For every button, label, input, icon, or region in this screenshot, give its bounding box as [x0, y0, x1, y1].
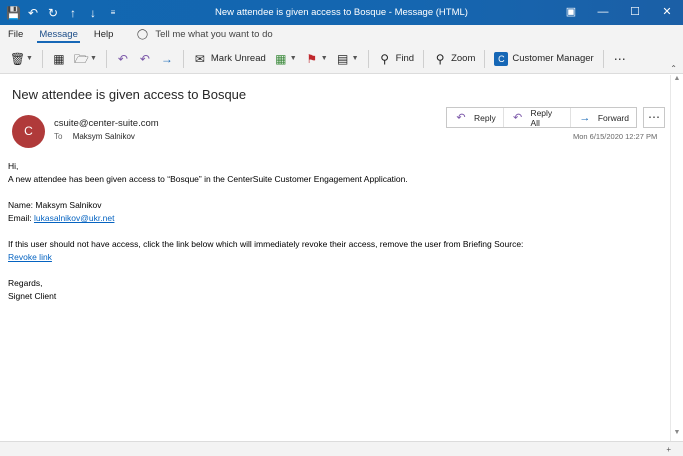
divider [183, 50, 184, 68]
zoom-in-icon[interactable]: + [666, 445, 671, 454]
move-button[interactable] [70, 48, 101, 70]
previous-item-icon[interactable]: ↑ [70, 5, 76, 20]
divider [484, 50, 485, 68]
window-title: New attendee is given access to Bosque - Message (HTML) [215, 7, 468, 18]
flag-icon: ⚑ [306, 51, 318, 66]
customer-manager-icon: C [494, 52, 508, 66]
recipient-name[interactable]: Maksym Salnikov [72, 132, 135, 141]
attendee-name: Name: Maksym Salnikov [8, 200, 102, 210]
follow-up-button[interactable] [301, 48, 332, 70]
revoke-link[interactable]: Revoke link [8, 252, 52, 262]
divider [106, 50, 107, 68]
archive-button[interactable] [48, 48, 70, 70]
chevron-down-icon: ▼ [320, 55, 328, 62]
next-item-icon[interactable]: ↓ [90, 5, 96, 20]
message-date: Mon 6/15/2020 12:27 PM [573, 132, 658, 141]
forward-ribbon-button[interactable] [156, 48, 178, 70]
categorize-icon: ▦ [275, 51, 287, 66]
tab-message[interactable]: Message [31, 25, 86, 44]
collapse-ribbon-icon[interactable]: ⌃ [670, 64, 677, 73]
reply-icon: ↶ [456, 111, 466, 124]
divider [368, 50, 369, 68]
message-subject: New attendee is given access to Bosque [12, 87, 247, 102]
customer-manager-label: Customer Manager [512, 53, 594, 64]
email-label: Email: [8, 213, 34, 223]
message-actions [446, 107, 637, 128]
zoom-label: Zoom [451, 53, 476, 64]
instruction-text: If this user should not have access, click the link below which will immediately revoke their access, remove the user from Briefing Source: [8, 239, 524, 249]
scroll-up-icon[interactable]: ▲ [673, 75, 681, 82]
sender-address[interactable]: csuite@center-suite.com [54, 118, 159, 129]
message-body [8, 160, 648, 303]
more-commands-button[interactable] [609, 48, 631, 70]
find-button[interactable] [374, 48, 418, 70]
rules-icon: ▤ [337, 51, 349, 66]
to-label: To [54, 132, 63, 141]
undo-icon[interactable]: ↶ [27, 5, 39, 20]
reply-icon: ↶ [117, 51, 128, 66]
redo-icon[interactable]: ↻ [47, 5, 59, 20]
reply-all-button[interactable] [504, 108, 571, 127]
forward-icon: → [160, 51, 173, 66]
magnifier-icon: ⚲ [435, 51, 445, 66]
tell-me-search[interactable] [135, 28, 272, 42]
reply-ribbon-button[interactable] [112, 48, 134, 70]
forward-button[interactable] [571, 108, 636, 127]
more-icon: ⋯ [613, 51, 626, 66]
vertical-scrollbar[interactable] [670, 75, 683, 441]
more-actions-button[interactable]: ⋯ [643, 107, 665, 128]
intro-text: A new attendee has been given access to “Bosque” in the CenterSuite Customer Engagement Application. [8, 174, 408, 184]
lightbulb-icon: ◯ [136, 28, 149, 40]
zoom-button[interactable] [429, 48, 479, 70]
window-controls [555, 0, 683, 25]
scroll-thumb[interactable] [673, 87, 681, 429]
recipient-line [54, 132, 135, 141]
regards-text: Regards, [8, 278, 43, 288]
divider [42, 50, 43, 68]
greeting: Hi, [8, 161, 19, 171]
scroll-down-icon[interactable]: ▼ [673, 429, 681, 436]
attendee-email-line [8, 212, 648, 225]
reply-all-icon: ↶ [139, 51, 150, 66]
tab-help[interactable]: Help [93, 29, 114, 40]
envelope-icon: ✉ [194, 51, 205, 66]
tab-file[interactable]: File [8, 29, 24, 40]
rules-button[interactable] [332, 48, 363, 70]
customize-qat-icon[interactable]: ≡ [110, 7, 116, 17]
archive-icon: ▦ [53, 51, 65, 66]
delete-button[interactable] [6, 48, 37, 70]
chevron-down-icon: ▼ [289, 55, 297, 62]
reply-label: Reply [474, 112, 496, 123]
move-folder-icon: 🗁 [73, 51, 89, 66]
tell-me-label: Tell me what you want to do [155, 29, 273, 40]
divider [603, 50, 604, 68]
maximize-button[interactable]: ☐ [630, 6, 640, 18]
mark-unread-label: Mark Unread [210, 53, 266, 64]
find-label: Find [395, 53, 415, 64]
mark-unread-button[interactable] [189, 48, 270, 70]
title-bar [0, 0, 683, 25]
ribbon-display-options-icon[interactable]: ▣ [565, 6, 577, 18]
trash-icon: 🗑 [10, 51, 26, 66]
close-button[interactable]: ✕ [662, 6, 672, 18]
email-link[interactable]: lukasalnikov@ukr.net [33, 213, 115, 223]
customer-manager-button[interactable] [490, 48, 597, 70]
chevron-down-icon: ▼ [26, 55, 33, 62]
chevron-down-icon: ▼ [89, 55, 97, 62]
chevron-down-icon: ▼ [351, 55, 359, 62]
ribbon-toolbar [0, 44, 683, 74]
minimize-button[interactable]: — [597, 6, 609, 18]
divider [423, 50, 424, 68]
reading-pane [0, 75, 683, 441]
sender-avatar[interactable]: C [12, 115, 45, 148]
reply-all-ribbon-button[interactable] [134, 48, 156, 70]
search-icon: ⚲ [380, 51, 389, 66]
signature-text: Signet Client [8, 291, 57, 301]
categorize-button[interactable] [270, 48, 301, 70]
reply-button[interactable] [447, 108, 504, 127]
reply-all-label: Reply All [530, 107, 553, 128]
forward-icon: → [579, 111, 591, 124]
save-icon[interactable]: 💾 [6, 5, 21, 20]
status-bar [0, 441, 683, 456]
forward-label: Forward [597, 112, 629, 123]
reply-all-icon: ↶ [512, 111, 523, 124]
ribbon-tabs [0, 25, 683, 44]
